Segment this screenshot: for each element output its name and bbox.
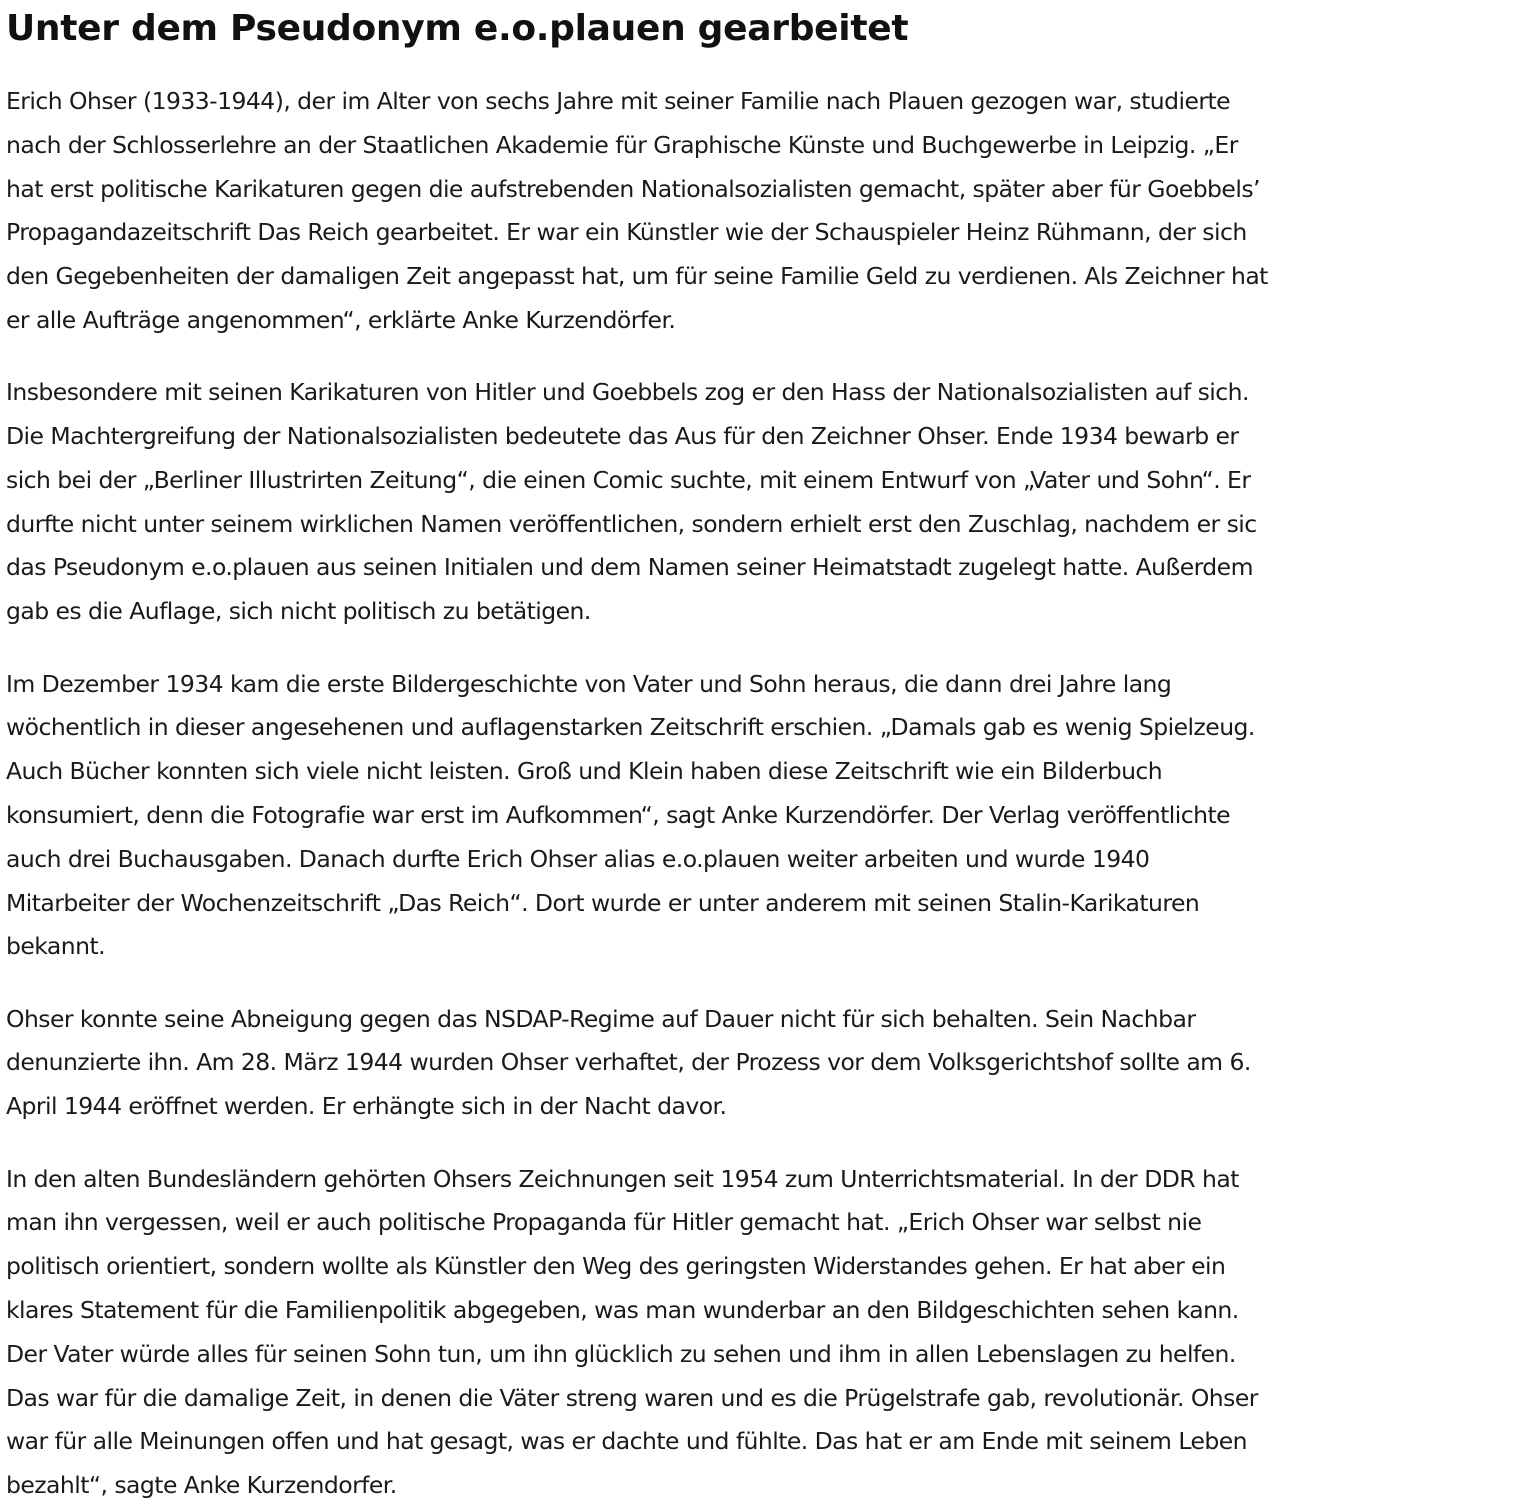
paragraph-3 bbox=[6, 663, 1511, 970]
text-line: Insbesondere mit seinen Karikaturen von Hitler und Goebbels zog er den Hass der Nationalsozialisten auf sich. bbox=[6, 378, 1249, 407]
text-line: bezahlt“, sagte Anke Kurzendorfer. bbox=[6, 1471, 397, 1500]
text-line: war für alle Meinungen offen und hat gesagt, was er dachte und fühlte. Das hat er am Ende mit seinem Leben bbox=[6, 1427, 1247, 1456]
text-line: Erich Ohser (1933-1944), der im Alter von sechs Jahre mit seiner Familie nach Plauen gezogen war, studierte bbox=[6, 87, 1231, 115]
text-line: man ihn vergessen, weil er auch politische Propaganda für Hitler gemacht hat. „Erich Ohser war selbst nie bbox=[6, 1208, 1202, 1237]
text-line: April 1944 eröffnet werden. Er erhängte sich in der Nacht davor. bbox=[6, 1092, 727, 1121]
paragraph-5 bbox=[6, 1158, 1511, 1508]
text-line: klares Statement für die Familienpolitik abgegeben, was man wunderbar an den Bildgeschichten sehen kann. bbox=[6, 1295, 1239, 1324]
article-headline: Unter dem Pseudonym e.o.plauen gearbeitet bbox=[6, 8, 909, 49]
text-line: Die Machtergreifung der Nationalsozialisten bedeutete das Aus für den Zeichner Ohser. Ende 1934 bewarb er bbox=[6, 422, 1239, 451]
text-line: In den alten Bundesländern gehörten Ohsers Zeichnungen seit 1954 zum Unterrichtsmaterial. In der DDR hat bbox=[6, 1164, 1239, 1193]
text-line: das Pseudonym e.o.plauen aus seinen Initialen und dem Namen seiner Heimatstadt zugelegt hatte. Außerdem bbox=[6, 553, 1253, 582]
text-line: den Gegebenheiten der damaligen Zeit angepasst hat, um für seine Familie Geld zu verdienen. Als Zeichner hat bbox=[6, 262, 1268, 291]
text-line: sich bei der „Berliner Illustrirten Zeitung“, die einen Comic suchte, mit einem Entwurf von „Vater und Sohn“. Er bbox=[6, 465, 1251, 494]
paragraph-2 bbox=[6, 371, 1511, 634]
paragraph-4 bbox=[6, 998, 1511, 1129]
text-line: konsumiert, denn die Fotografie war erst im Aufkommen“, sagt Anke Kurzendörfer. Der Verlag veröffentlichte bbox=[6, 800, 1231, 829]
text-line: wöchentlich in dieser angesehenen und auflagenstarken Zeitschrift erschien. „Damals gab es wenig Spielzeug. bbox=[6, 713, 1255, 742]
text-line: gab es die Auflage, sich nicht politisch zu betätigen. bbox=[6, 597, 591, 626]
text-line: nach der Schlosserlehre an der Staatlichen Akademie für Graphische Künste und Buchgewerbe in Leipzig. „Er bbox=[6, 130, 1238, 159]
text-line: Ohser konnte seine Abneigung gegen das NSDAP-Regime auf Dauer nicht für sich behalten. Sein Nachbar bbox=[6, 1004, 1196, 1033]
text-line: bekannt. bbox=[6, 932, 106, 961]
text-line: Das war für die damalige Zeit, in denen die Väter streng waren und es die Prügelstrafe gab, revolutionär. Ohser bbox=[6, 1383, 1258, 1412]
paragraph-1 bbox=[6, 80, 1511, 343]
text-line: Der Vater würde alles für seinen Sohn tun, um ihn glücklich zu sehen und ihm in allen Lebenslagen zu helfen. bbox=[6, 1339, 1236, 1368]
text-line: er alle Aufträge angenommen“, erklärte Anke Kurzendörfer. bbox=[6, 305, 676, 334]
text-line: Propagandazeitschrift Das Reich gearbeitet. Er war ein Künstler wie der Schauspieler Heinz Rühmann, der sich bbox=[6, 218, 1247, 247]
text-line: Im Dezember 1934 kam die erste Bildergeschichte von Vater und Sohn heraus, die dann drei Jahre lang bbox=[6, 669, 1172, 698]
text-line: Auch Bücher konnten sich viele nicht leisten. Groß und Klein haben diese Zeitschrift wie ein Bilderbuch bbox=[6, 757, 1163, 786]
text-line: Mitarbeiter der Wochenzeitschrift „Das Reich“. Dort wurde er unter anderem mit seinen Stalin-Karikaturen bbox=[6, 888, 1200, 917]
text-line: hat erst politische Karikaturen gegen die aufstrebenden Nationalsozialisten gemacht, später aber für Goebbels’ bbox=[6, 174, 1260, 203]
text-line: durfte nicht unter seinem wirklichen Namen veröffentlichen, sondern erhielt erst den Zuschlag, nachdem er sic bbox=[6, 509, 1257, 538]
text-line: politisch orientiert, sondern wollte als Künstler den Weg des geringsten Widerstandes gehen. Er hat aber ein bbox=[6, 1252, 1226, 1281]
text-line: denunzierte ihn. Am 28. März 1944 wurden Ohser verhaftet, der Prozess vor dem Volksgerichtshof sollte am 6. bbox=[6, 1048, 1251, 1077]
text-line: auch drei Buchausgaben. Danach durfte Erich Ohser alias e.o.plauen weiter arbeiten und wurde 1940 bbox=[6, 844, 1150, 873]
